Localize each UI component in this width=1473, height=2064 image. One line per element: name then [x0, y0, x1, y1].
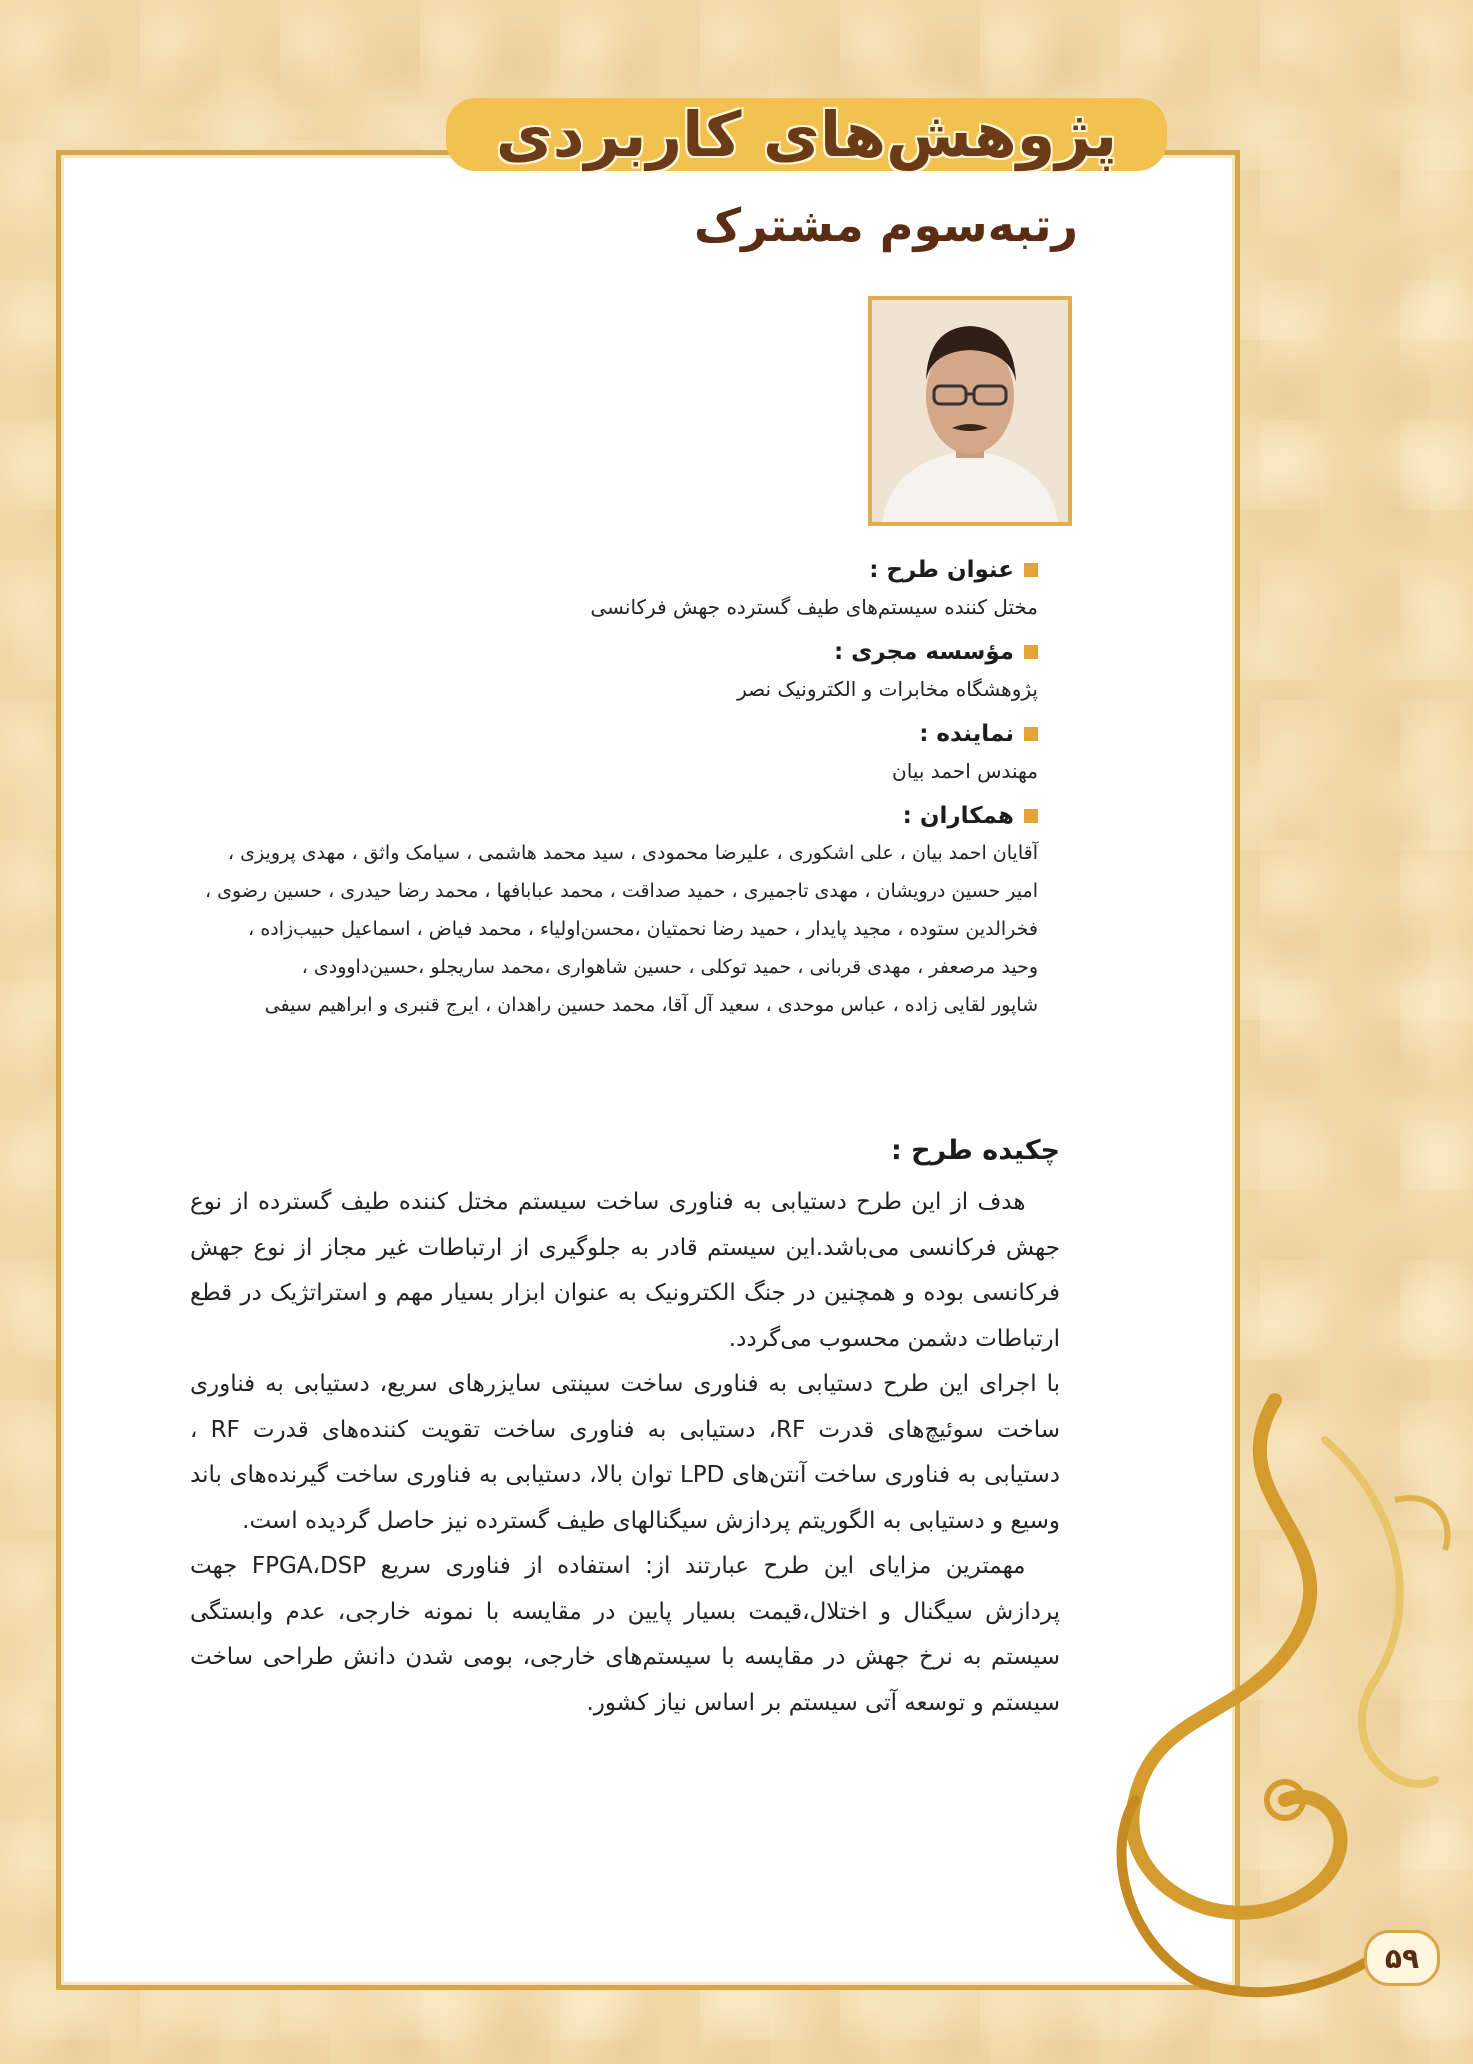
- project-title-label: عنوان طرح :: [869, 557, 1014, 583]
- collaborators-block: [205, 798, 1038, 1024]
- collaborators-line: وحید مرصعفر ، مهدی قربانی ، حمید توکلی ، حسین شاهواری ،محمد ساریجلو ،حسین‌داوودی ،: [301, 956, 1038, 978]
- rank-title: رتبه‌سوم مشترک: [693, 198, 1078, 252]
- abstract-title: چکیده طرح :: [890, 1135, 1060, 1166]
- project-info: [205, 552, 1038, 1032]
- square-bullet-icon: [1024, 563, 1038, 577]
- person-portrait-icon: [872, 300, 1068, 522]
- square-bullet-icon: [1024, 809, 1038, 823]
- collaborators-label: همکاران :: [902, 803, 1014, 829]
- collaborators-line: امیر حسین درویشان ، مهدی تاجمیری ، حمید صداقت ، محمد عبابافها ، محمد رضا حیدری ، حسین رضوی ،: [205, 880, 1038, 902]
- abstract-paragraph: با اجرای این طرح دستیابی به فناوری ساخت سینتی سایزرهای سریع، دستیابی به فناوری ساخت سوئیچ‌های قدرت RF، دستیابی به فناوری ساخت تقویت کننده‌های قدرت RF ، دستیابی به فناوری ساخت آنتن‌های LPD توان بالا، دستیابی به فناوری ساخت گیرنده‌های باند وسیع و دستیابی به الگوریتم پردازش سیگنالهای طیف گسترده نیز حاصل گردیده است.: [190, 1371, 1061, 1534]
- institution-label: مؤسسه مجری :: [833, 639, 1014, 665]
- square-bullet-icon: [1024, 645, 1038, 659]
- abstract-section: [190, 1128, 1060, 1726]
- collaborators-line: شاپور لقایی زاده ، عباس موحدی ، سعید آل آقا، محمد حسین راهدان ، ایرج قنبری و ابراهیم سیفی: [264, 994, 1038, 1016]
- abstract-paragraph: هدف از این طرح دستیابی به فناوری ساخت سیستم مختل کننده طیف گسترده از نوع جهش فرکانسی می‌باشد.این سیستم قادر به جلوگیری از ارتباطات غیر مجاز از نوع جهش فرکانسی بوده و همچنین در جنگ الکترونیک به عنوان ابزار بسیار مهم و استراتژیک در قطع ارتباطات دشمن محسوب می‌گردد.: [190, 1189, 1060, 1352]
- header-title: پژوهش‌های کاربردی: [446, 98, 1167, 171]
- page-number: ۵۹: [1364, 1930, 1440, 1986]
- institution-value: پژوهشگاه مخابرات و الکترونیک نصر: [737, 677, 1038, 701]
- collaborators-line: آقایان احمد بیان ، علی اشکوری ، علیرضا محمودی ، سید محمد هاشمی ، سیامک واثق ، مهدی پرویزی ،: [228, 842, 1038, 864]
- header-banner: [0, 94, 1473, 174]
- representative-label: نماینده :: [919, 721, 1014, 747]
- floral-ornament-icon: [1095, 1380, 1473, 2010]
- project-title-value: مختل کننده سیستم‌های طیف گسترده جهش فرکانسی: [590, 595, 1038, 619]
- representative-value: مهندس احمد بیان: [892, 759, 1038, 783]
- square-bullet-icon: [1024, 727, 1038, 741]
- collaborators-line: فخرالدین ستوده ، مجید پایدار ، حمید رضا نحمتیان ،محسن‌اولیاء ، محمد فیاض ، اسماعیل حبیب‌زاده ،: [248, 918, 1038, 940]
- representative-block: [218, 716, 1038, 790]
- portrait-photo: [868, 296, 1072, 526]
- project-title-block: [218, 552, 1038, 626]
- institution-block: [218, 634, 1038, 708]
- abstract-paragraph: مهمترین مزایای این طرح عبارتند از: استفاده از فناوری سریع FPGA،DSP جهت پردازش سیگنال و اختلال،قیمت بسیار پایین در مقایسه با نمونه خارجی، عدم وابستگی سیستم به نرخ جهش در مقایسه با سیستم‌های خارجی، بومی شدن دانش طراحی ساخت سیستم و توسعه آتی سیستم بر اساس نیاز کشور.: [190, 1553, 1060, 1716]
